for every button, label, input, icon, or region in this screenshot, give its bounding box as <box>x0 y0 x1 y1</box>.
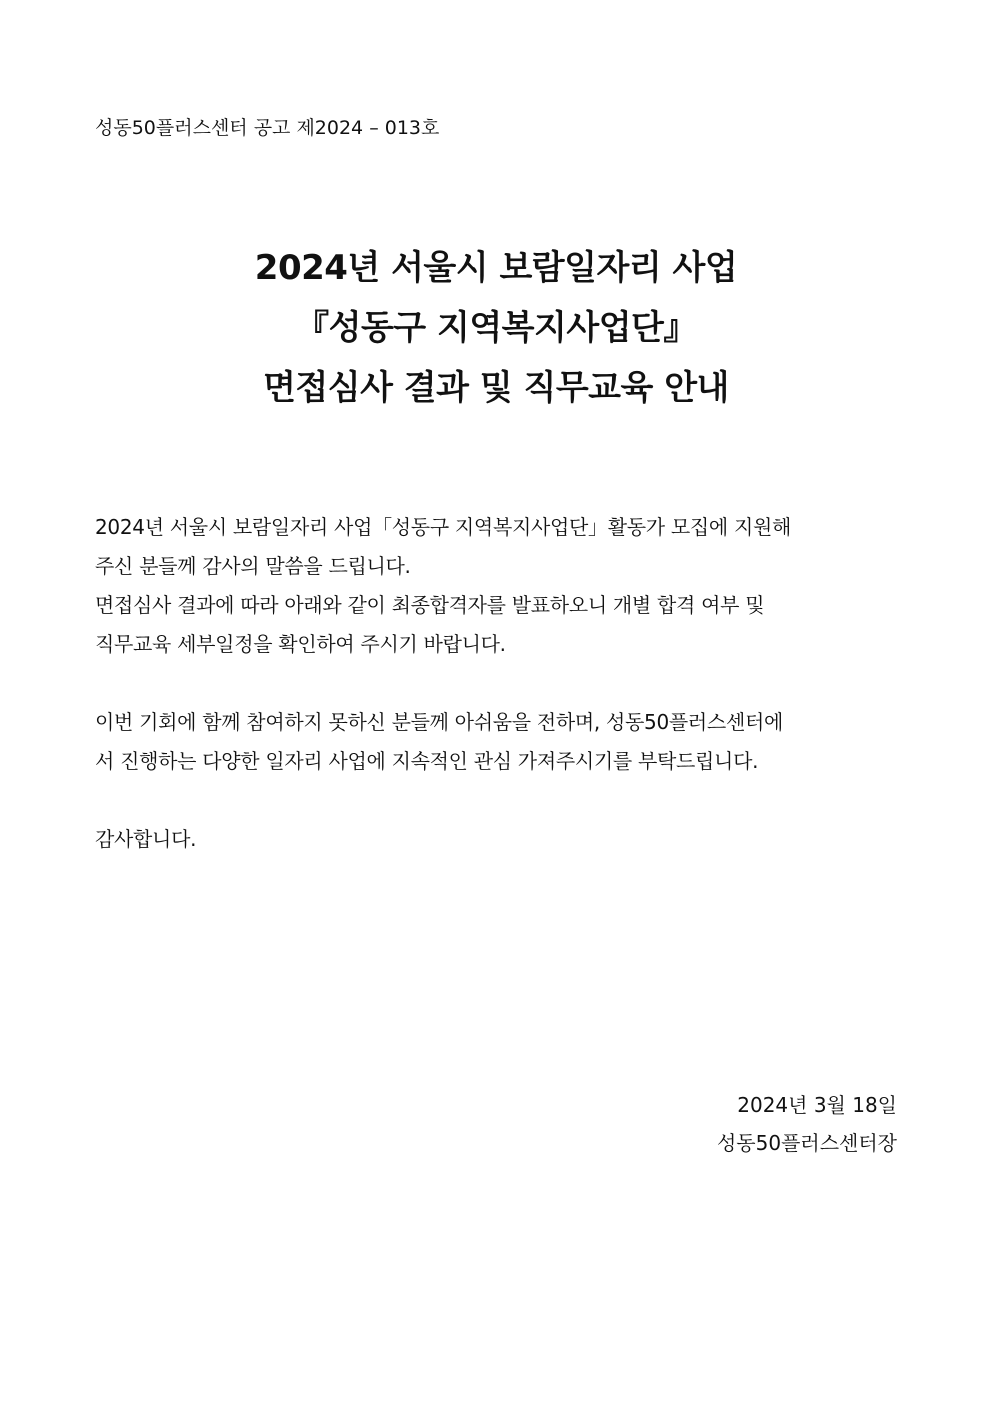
paragraph-spacer <box>95 664 897 703</box>
issuer-name: 성동50플러스센터장 <box>716 1131 897 1155</box>
paragraph-spacer <box>95 781 897 820</box>
issue-date: 2024년 3월 18일 <box>737 1093 897 1117</box>
document-body <box>95 508 897 859</box>
title-line-1: 2024년 서울시 보람일자리 사업 <box>254 248 738 288</box>
paragraph-1-line-2: 주신 분들께 감사의 말씀을 드립니다. <box>95 554 411 578</box>
title-line-3: 면접심사 결과 및 직무교육 안내 <box>263 368 729 408</box>
title-line-2: 『성동구 지역복지사업단』 <box>295 308 697 348</box>
paragraph-1-line-1: 2024년 서울시 보람일자리 사업「성동구 지역복지사업단」활동가 모집에 지원해 <box>95 515 792 539</box>
document-title <box>0 238 992 418</box>
signature-block <box>717 1086 897 1162</box>
paragraph-2-line-1: 면접심사 결과에 따라 아래와 같이 최종합격자를 발표하오니 개별 합격 여부 및 <box>95 593 765 617</box>
paragraph-3-line-2: 서 진행하는 다양한 일자리 사업에 지속적인 관심 가져주시기를 부탁드립니다. <box>95 749 759 773</box>
closing-line: 감사합니다. <box>95 827 197 851</box>
paragraph-2-line-2: 직무교육 세부일정을 확인하여 주시기 바랍니다. <box>95 632 506 656</box>
notice-number: 성동50플러스센터 공고 제2024 – 013호 <box>95 117 440 139</box>
paragraph-3-line-1: 이번 기회에 함께 참여하지 못하신 분들께 아쉬움을 전하며, 성동50플러스센터에 <box>95 710 784 734</box>
